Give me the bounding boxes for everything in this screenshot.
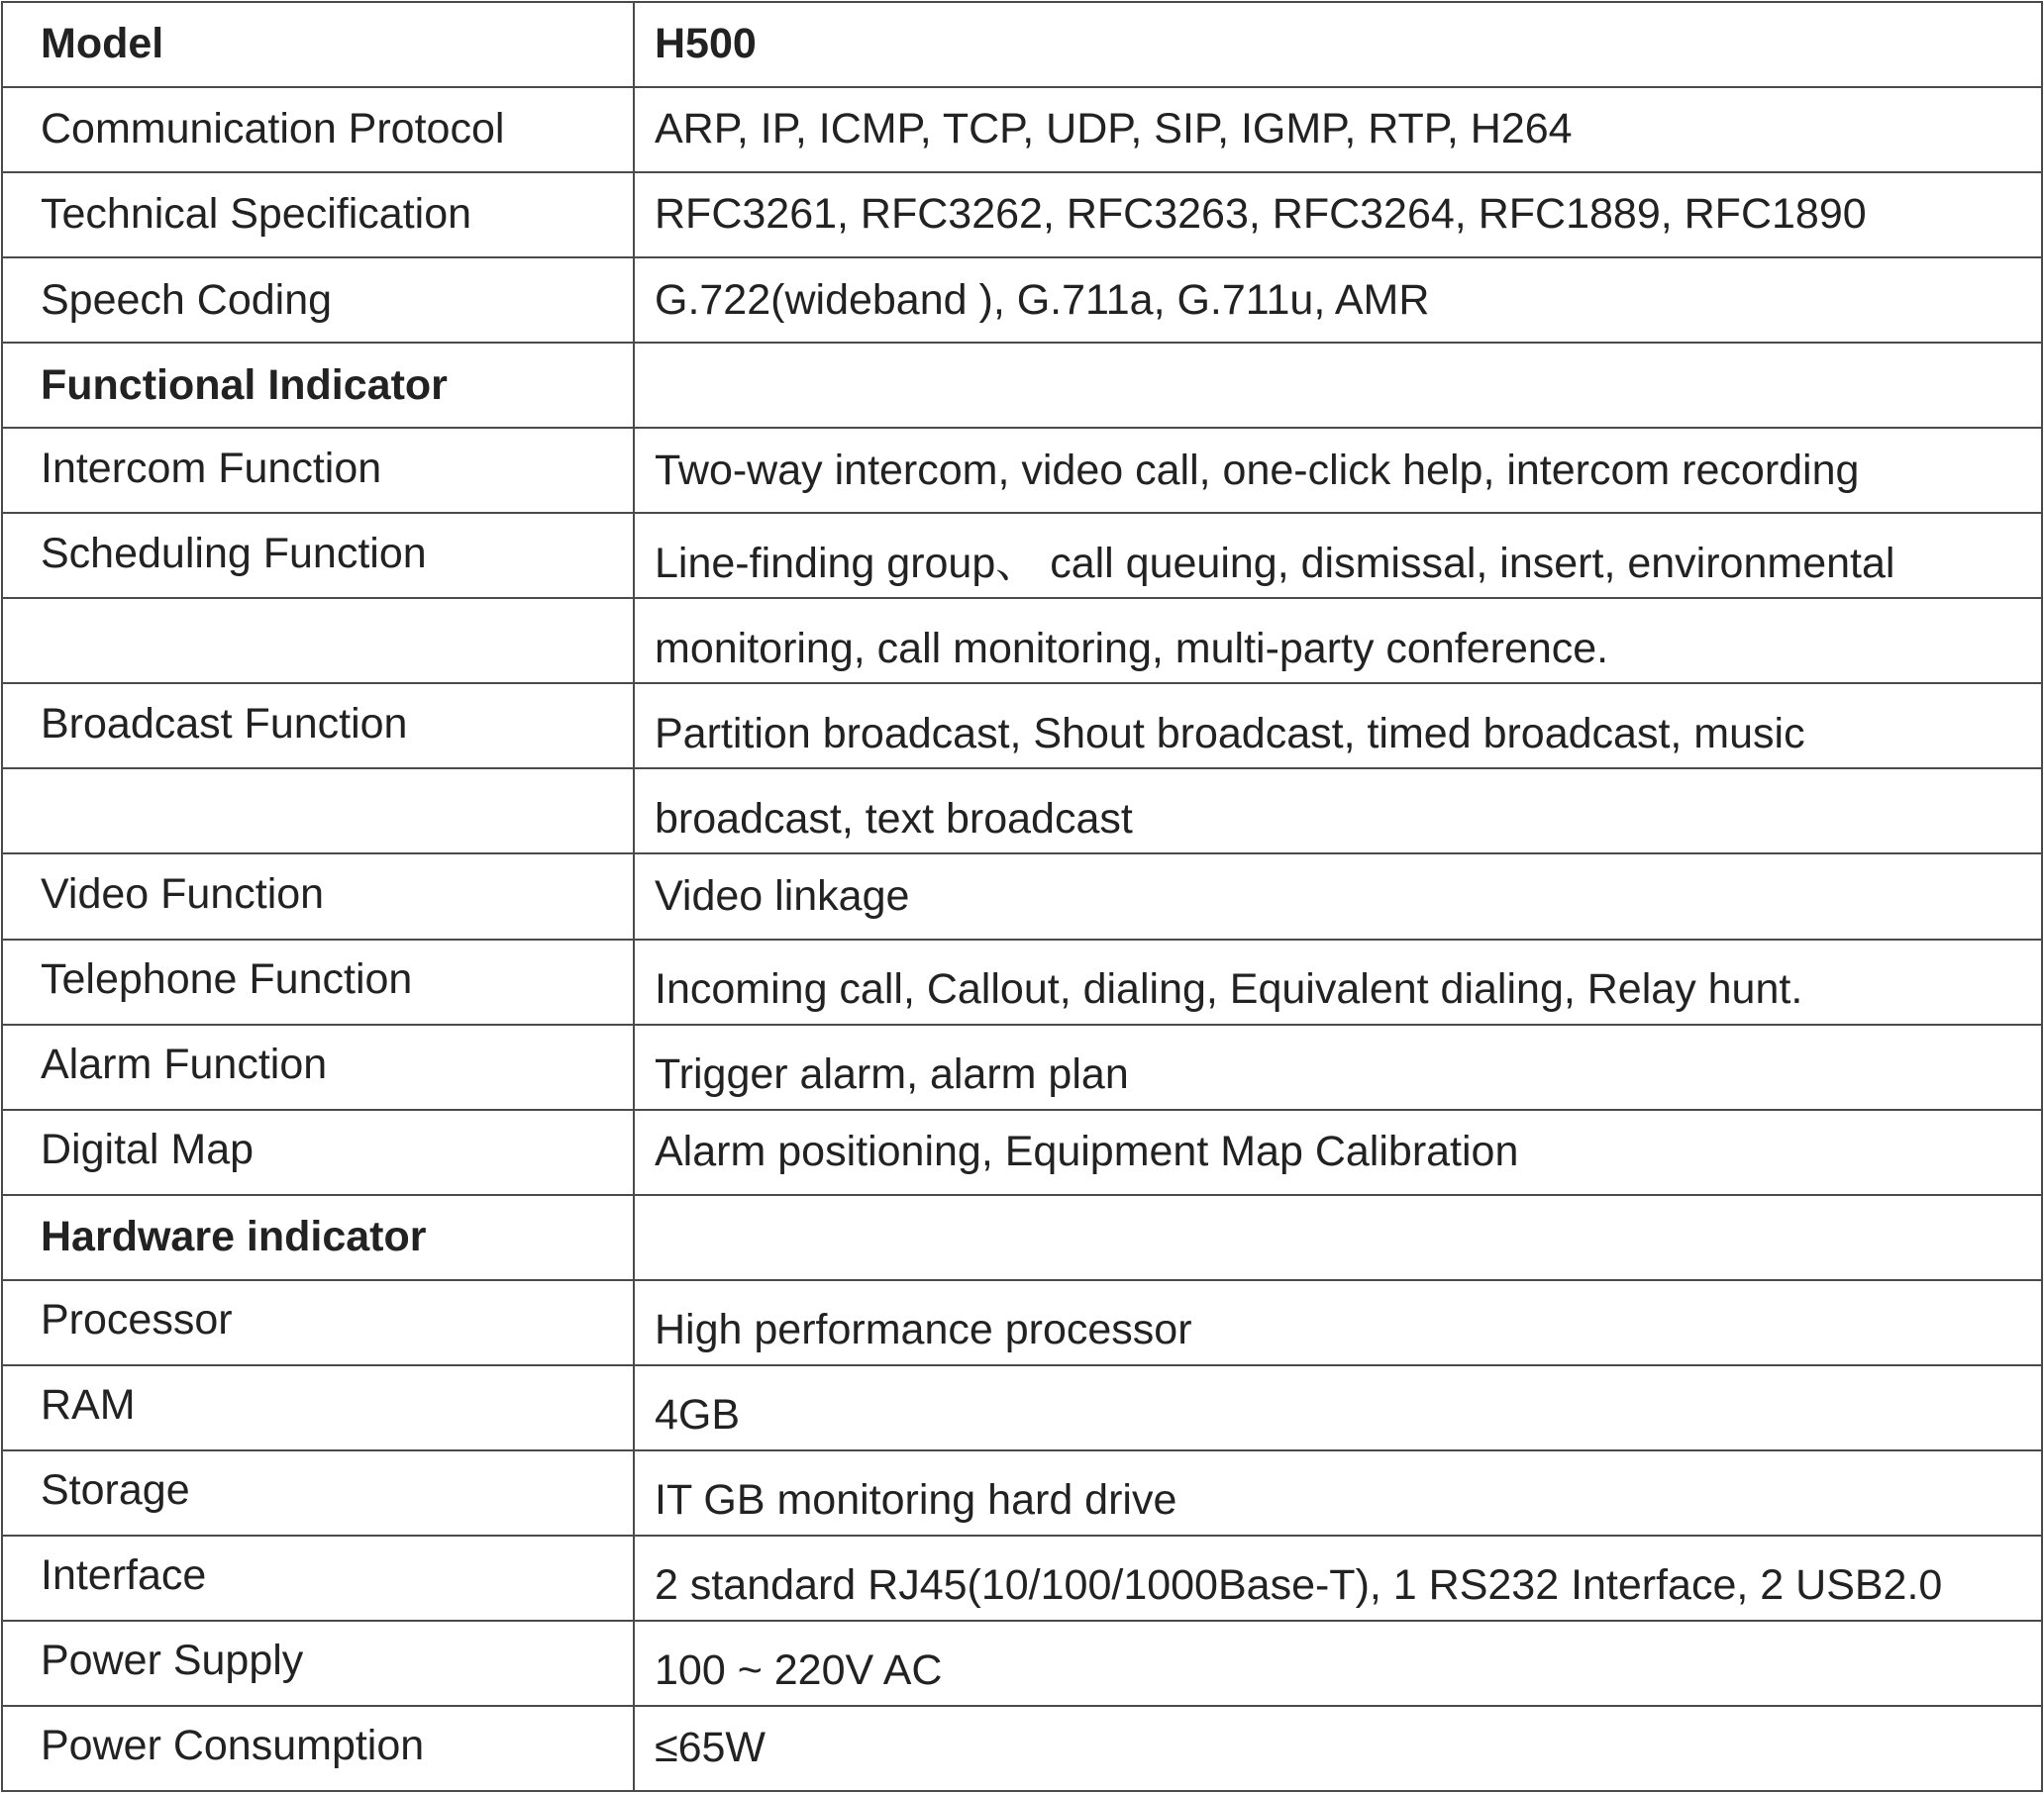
row-label: Communication Protocol	[2, 87, 634, 172]
table-row	[2, 598, 2042, 683]
row-label: Alarm Function	[2, 1025, 634, 1110]
row-value: 4GB	[634, 1365, 2042, 1450]
table-row	[2, 428, 2042, 513]
row-label	[2, 598, 634, 683]
row-label: Interface	[2, 1536, 634, 1621]
row-label: Video Function	[2, 853, 634, 939]
table-row	[2, 513, 2042, 598]
row-value: broadcast, text broadcast	[634, 768, 2042, 853]
table-row	[2, 1706, 2042, 1791]
header-row	[2, 2, 2042, 87]
section-row	[2, 1195, 2042, 1280]
row-value	[634, 343, 2042, 428]
row-label: Technical Specification	[2, 172, 634, 257]
table-row	[2, 257, 2042, 343]
row-label: Speech Coding	[2, 257, 634, 343]
spec-table	[1, 1, 2043, 1792]
row-label: Functional Indicator	[2, 343, 634, 428]
row-value: Video linkage	[634, 853, 2042, 939]
row-label: Storage	[2, 1450, 634, 1536]
table-row	[2, 87, 2042, 172]
row-label: RAM	[2, 1365, 634, 1450]
row-label: Telephone Function	[2, 940, 634, 1025]
table-row	[2, 1450, 2042, 1536]
row-value: 2 standard RJ45(10/100/1000Base-T), 1 RS232 Interface, 2 USB2.0	[634, 1536, 2042, 1621]
row-value: Line-finding group、 call queuing, dismissal, insert, environmental	[634, 513, 2042, 598]
table-row	[2, 853, 2042, 939]
row-value: Partition broadcast, Shout broadcast, timed broadcast, music	[634, 683, 2042, 768]
table-row	[2, 172, 2042, 257]
table-row	[2, 1280, 2042, 1365]
row-label: Hardware indicator	[2, 1195, 634, 1280]
table-row	[2, 1025, 2042, 1110]
row-label: Model	[2, 2, 634, 87]
table-row	[2, 683, 2042, 768]
row-label: Digital Map	[2, 1110, 634, 1195]
row-value: Trigger alarm, alarm plan	[634, 1025, 2042, 1110]
row-value: Incoming call, Callout, dialing, Equivalent dialing, Relay hunt.	[634, 940, 2042, 1025]
table-row	[2, 1365, 2042, 1450]
table-row	[2, 1621, 2042, 1706]
row-value: ARP, IP, ICMP, TCP, UDP, SIP, IGMP, RTP, H264	[634, 87, 2042, 172]
row-label: Scheduling Function	[2, 513, 634, 598]
table-row	[2, 1110, 2042, 1195]
row-label: Broadcast Function	[2, 683, 634, 768]
row-label: Power Consumption	[2, 1706, 634, 1791]
row-value: IT GB monitoring hard drive	[634, 1450, 2042, 1536]
row-value: Alarm positioning, Equipment Map Calibration	[634, 1110, 2042, 1195]
row-value: ≤65W	[634, 1706, 2042, 1791]
row-label: Processor	[2, 1280, 634, 1365]
row-label: Power Supply	[2, 1621, 634, 1706]
row-value: RFC3261, RFC3262, RFC3263, RFC3264, RFC1889, RFC1890	[634, 172, 2042, 257]
row-value: High performance processor	[634, 1280, 2042, 1365]
row-value: H500	[634, 2, 2042, 87]
row-value: monitoring, call monitoring, multi-party conference.	[634, 598, 2042, 683]
row-label	[2, 768, 634, 853]
row-value: Two-way intercom, video call, one-click help, intercom recording	[634, 428, 2042, 513]
table-row	[2, 768, 2042, 853]
table-row	[2, 1536, 2042, 1621]
spec-table-body	[2, 2, 2042, 1791]
row-value: 100 ~ 220V AC	[634, 1621, 2042, 1706]
row-value: G.722(wideband ), G.711a, G.711u, AMR	[634, 257, 2042, 343]
row-value	[634, 1195, 2042, 1280]
section-row	[2, 343, 2042, 428]
table-row	[2, 940, 2042, 1025]
row-label: Intercom Function	[2, 428, 634, 513]
